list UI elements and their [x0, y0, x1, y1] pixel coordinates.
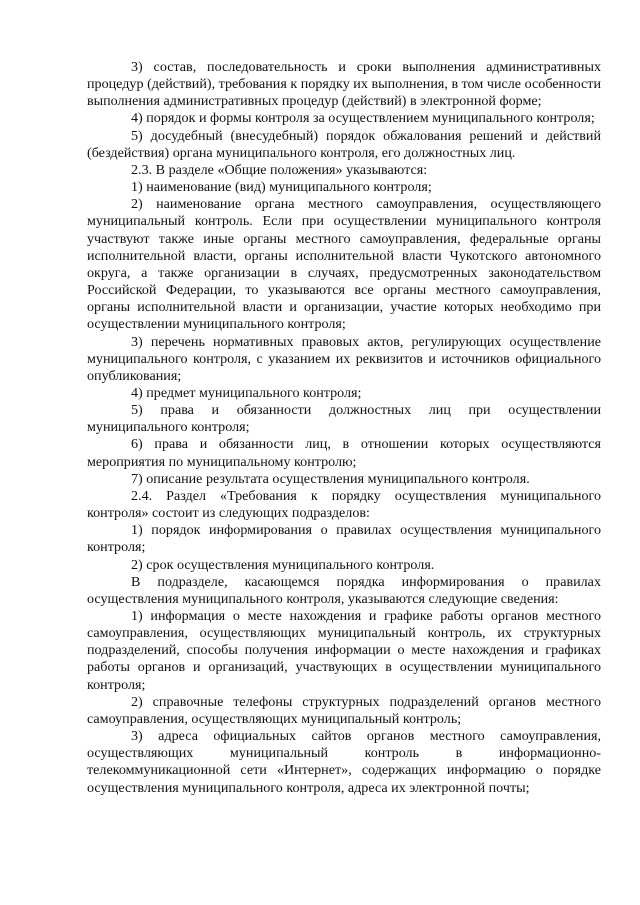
paragraph-1: 3) состав, последовательность и сроки выполнения административных процедур (действий), требования к порядку их выполнения, в том числе особенности выполнения административных процедур (действий) в электронной форме;: [87, 59, 601, 110]
paragraph-9: 5) права и обязанности должностных лиц при осуществлении муниципального контроля;: [87, 402, 601, 436]
paragraph-5: 1) наименование (вид) муниципального контроля;: [131, 179, 432, 196]
paragraph-11: 7) описание результата осуществления муниципального контроля.: [131, 470, 530, 487]
paragraph-8: 4) предмет муниципального контроля;: [131, 384, 362, 401]
paragraph-6: 2) наименование органа местного самоуправления, осуществляющего муниципальный контроль. Если при осуществлении муниципального контроля участвуют также иные органы местного самоуправления, федеральные органы исполнительной власти, органы исполнительной власти Чукотского автономного округа, а также организации в случаях, предусмотренных законодательством Российской Федерации, то указываются все органы местного самоуправления, органы исполнительной власти и организации, участие которых необходимо при осуществлении муниципального контроля;: [87, 196, 601, 333]
paragraph-18: 3) адреса официальных сайтов органов местного самоуправления, осуществляющих муниципальный контроль в информационно-телекоммуникационной сети «Интернет», содержащих информацию о порядке осуществления муниципального контроля, адреса их электронной почты;: [87, 728, 601, 796]
paragraph-14: 2) срок осуществления муниципального контроля.: [131, 556, 435, 573]
paragraph-16: 1) информация о месте нахождения и графике работы органов местного самоуправления, осуществляющих муниципальный контроль, их структурных подразделений, способы получения информации о месте нахождения и графиках работы органов и организаций, участвующих в осуществлении муниципального контроля;: [87, 608, 601, 693]
document-body: [87, 59, 601, 797]
paragraph-7: 3) перечень нормативных правовых актов, регулирующих осуществление муниципального контроля, с указанием их реквизитов и источников официального опубликования;: [87, 333, 601, 384]
paragraph-12: 2.4. Раздел «Требования к порядку осуществления муниципального контроля» состоит из следующих подразделов:: [87, 487, 601, 522]
paragraph-4: 2.3. В разделе «Общие положения» указываются:: [131, 161, 428, 178]
paragraph-15: В подразделе, касающемся порядка информирования о правилах осуществления муниципального контроля, указываются следующие сведения:: [87, 573, 601, 607]
paragraph-10: 6) права и обязанности лиц, в отношении которых осуществляются мероприятия по муниципальному контролю;: [87, 436, 601, 470]
paragraph-17: 2) справочные телефоны структурных подразделений органов местного самоуправления, осуществляющих муниципальный контроль;: [87, 693, 601, 727]
paragraph-3: 5) досудебный (внесудебный) порядок обжалования решений и действий (бездействия) органа муниципального контроля, его должностных лиц.: [87, 127, 601, 161]
paragraph-13: 1) порядок информирования о правилах осуществления муниципального контроля;: [87, 522, 601, 556]
paragraph-2: 4) порядок и формы контроля за осуществлением муниципального контроля;: [131, 110, 595, 127]
